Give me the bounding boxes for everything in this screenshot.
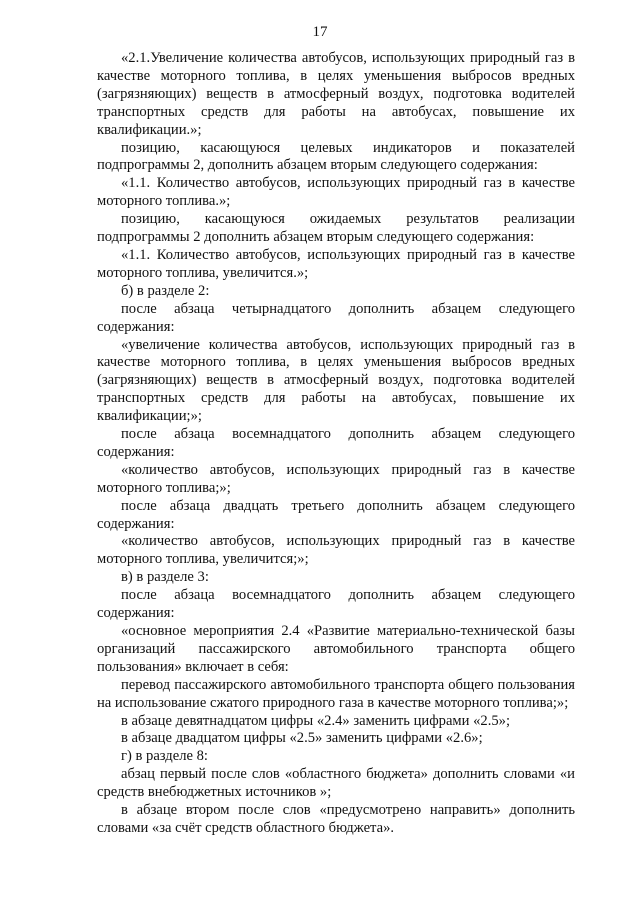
paragraph-17: в абзаце девятнадцатом цифры «2.4» заменить цифрами «2.5»;: [121, 712, 511, 729]
paragraph-20: абзац первый после слов «областного бюджета» дополнить словами «и средств внебюджетных источников »;: [97, 766, 575, 801]
paragraph-12: «количество автобусов, использующих природный газ в качестве моторного топлива, увеличится;»;: [97, 533, 575, 568]
paragraph-11: после абзаца двадцать третьего дополнить абзацем следующего содержания:: [97, 497, 575, 532]
paragraph-21: в абзаце втором после слов «предусмотрено направить» дополнить словами «за счёт средств областного бюджета».: [97, 802, 575, 836]
paragraph-6: б) в разделе 2:: [121, 282, 210, 299]
paragraph-19: г) в разделе 8:: [121, 748, 208, 765]
paragraph-2: позицию, касающуюся целевых индикаторов и показателей подпрограммы 2, дополнить абзацем вторым следующего содержания:: [97, 139, 575, 174]
paragraph-1: «2.1.Увеличение количества автобусов, использующих природный газ в качестве моторного топлива, в целях уменьшения выбросов вредных (загрязняющих) веществ в атмосферный воздух, подготовка водителей транспортных средств для работы на автобусах, повышение их квалификации.»;: [97, 50, 575, 138]
paragraph-5: «1.1. Количество автобусов, использующих природный газ в качестве моторного топлива, увеличится.»;: [97, 246, 575, 281]
paragraph-18: в абзаце двадцатом цифры «2.5» заменить цифрами «2.6»;: [121, 730, 483, 747]
paragraph-13: в) в разделе 3:: [121, 569, 209, 586]
paragraph-9: после абзаца восемнадцатого дополнить абзацем следующего содержания:: [97, 426, 575, 460]
paragraph-16: перевод пассажирского автомобильного транспорта общего пользования на использование сжатого природного газа в качестве моторного топлива;»;: [97, 676, 575, 711]
paragraph-3: «1.1. Количество автобусов, использующих природный газ в качестве моторного топлива.»;: [97, 175, 575, 210]
document-body: [97, 50, 575, 838]
page-number: 17: [312, 24, 328, 40]
paragraph-15: «основное мероприятия 2.4 «Развитие материально-технической базы организаций пассажирского автомобильного транспорта общего пользования» включает в себя:: [97, 623, 575, 675]
paragraph-7: после абзаца четырнадцатого дополнить абзацем следующего содержания:: [97, 300, 575, 335]
paragraph-4: позицию, касающуюся ожидаемых результатов реализации подпрограммы 2 дополнить абзацем вторым следующего содержания:: [97, 211, 575, 246]
paragraph-14: после абзаца восемнадцатого дополнить абзацем следующего содержания:: [97, 587, 575, 622]
paragraph-8: «увеличение количества автобусов, использующих природный газ в качестве моторного топлива, в целях уменьшения выбросов вредных (загрязняющих) веществ в атмосферный воздух, подготовка водителей транспортных средств для работы на автобусах, повышение их квалификации;»;: [97, 336, 575, 425]
paragraph-10: «количество автобусов, использующих природный газ в качестве моторного топлива;»;: [97, 461, 575, 496]
